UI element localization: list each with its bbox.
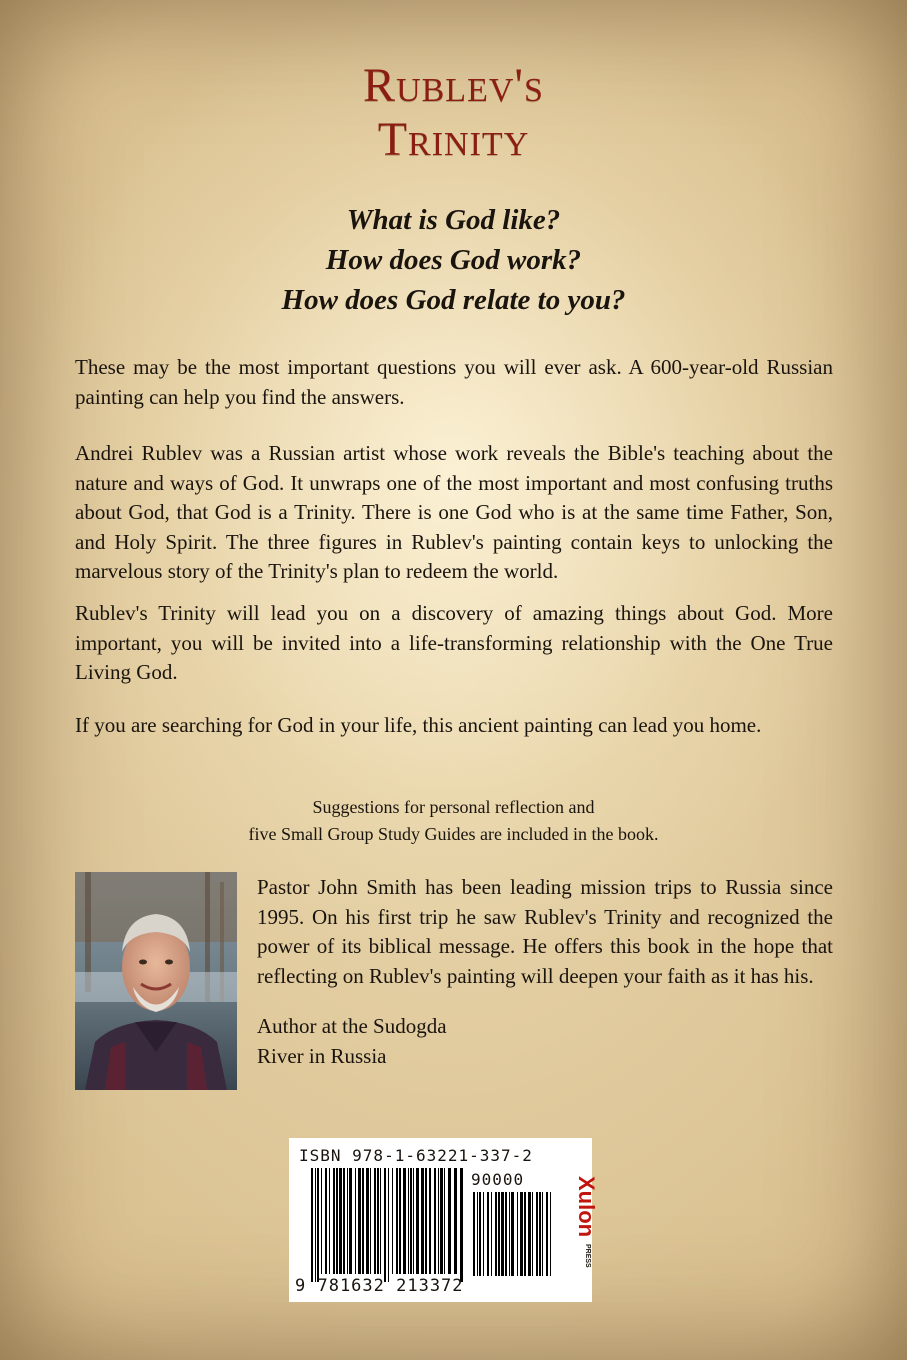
paragraph-4-text: If you are searching for God in your life, this ancient painting can lead you home. <box>75 713 762 737</box>
barcode-bar <box>546 1192 548 1276</box>
barcode-bar <box>524 1192 526 1276</box>
barcode-bar <box>388 1168 389 1282</box>
publisher-logo-svg <box>557 1174 599 1284</box>
question-2: How does God work? <box>325 244 582 276</box>
barcode-bar <box>495 1192 497 1276</box>
barcode-bar <box>343 1168 345 1274</box>
publisher-name: Xulon <box>574 1176 599 1238</box>
barcode-bar <box>408 1168 409 1274</box>
paragraph-1 <box>75 353 833 412</box>
suggestions-line-2: five Small Group Study Guides are included in the book. <box>248 824 659 844</box>
publisher-sub: PRESS <box>584 1244 591 1268</box>
barcode-bar <box>491 1192 492 1276</box>
suggestions-note <box>0 794 907 848</box>
barcode-bar <box>511 1192 514 1276</box>
barcode-bar <box>440 1168 443 1274</box>
title-line-1-text: Rublev's <box>363 59 544 112</box>
barcode-bar <box>444 1168 445 1274</box>
paragraph-2 <box>75 439 833 587</box>
addon-barcode <box>473 1192 551 1276</box>
barcode-bar <box>370 1168 371 1274</box>
barcode-bar <box>498 1192 500 1276</box>
author-caption-line-2: River in Russia <box>257 1043 387 1068</box>
barcode-bar <box>536 1192 538 1276</box>
author-photo <box>75 872 237 1090</box>
barcode-bar <box>317 1168 319 1282</box>
barcode-bar <box>413 1168 414 1274</box>
barcode-bar <box>532 1192 533 1276</box>
paragraph-4 <box>75 711 833 741</box>
barcode-bar <box>339 1168 342 1274</box>
author-photo-image <box>75 872 237 1090</box>
barcode-bar <box>487 1192 489 1276</box>
publisher-logo <box>557 1174 599 1284</box>
barcode-bar <box>520 1192 523 1276</box>
barcode-bar <box>501 1192 504 1276</box>
barcode-bar <box>483 1192 484 1276</box>
barcode-bar <box>325 1168 327 1274</box>
barcode-bar <box>429 1168 431 1274</box>
barcode-bar <box>509 1192 510 1276</box>
ean-digits: 9 781632 213372 <box>295 1276 464 1296</box>
barcode-bar <box>460 1168 463 1282</box>
title-line-2-text: Trinity <box>377 113 530 166</box>
barcode-bar <box>321 1168 322 1274</box>
isbn-text: ISBN 978-1-63221-337-2 <box>299 1146 533 1165</box>
barcode-bar <box>358 1168 361 1274</box>
author-caption <box>257 1012 557 1071</box>
barcode-bar <box>539 1192 541 1276</box>
barcode-bar <box>505 1192 507 1276</box>
question-1: What is God like? <box>346 204 561 236</box>
barcode-box <box>289 1138 599 1302</box>
barcode-bar <box>410 1168 412 1274</box>
barcode-bar <box>336 1168 338 1274</box>
barcode-bar <box>517 1192 518 1276</box>
barcode-bar <box>333 1168 335 1274</box>
barcode-bar <box>380 1168 381 1274</box>
barcode-bar <box>528 1192 531 1276</box>
barcode-bar <box>329 1168 330 1274</box>
question-3: How does God relate to you? <box>281 284 626 316</box>
barcode-bar <box>542 1192 543 1276</box>
barcode-bar <box>421 1168 424 1274</box>
paragraph-3-text: Rublev's Trinity will lead you on a discovery of amazing things about God. More important, you will be invited into a life-transforming relationship with the One True Living God. <box>75 601 833 684</box>
barcode-bar <box>403 1168 406 1274</box>
barcode-bar <box>454 1168 457 1274</box>
barcode-bar <box>477 1192 478 1276</box>
barcode-bar <box>479 1192 481 1276</box>
barcode-bar <box>473 1192 475 1276</box>
barcode-bar <box>315 1168 316 1282</box>
questions-block <box>0 200 907 320</box>
barcode-bar <box>448 1168 451 1274</box>
barcode-bar <box>347 1168 348 1274</box>
suggestions-line-1: Suggestions for personal reflection and <box>312 797 595 817</box>
barcode-bar <box>416 1168 419 1274</box>
barcode-bar <box>550 1192 551 1276</box>
barcode-bar <box>366 1168 369 1274</box>
barcode-bar <box>384 1168 386 1282</box>
paragraph-1-text: These may be the most important questions you will ever ask. A 600-year-old Russian painting can help you find the answers. <box>75 355 833 409</box>
barcode-bar <box>396 1168 398 1274</box>
barcode-bar <box>392 1168 393 1274</box>
author-bio: Pastor John Smith has been leading mission trips to Russia since 1995. On his first trip he saw Rublev's Trinity and recognized the power of its biblical message. He offers this book in the hope that reflecting on Rublev's painting will deepen your faith as it has his. <box>257 875 833 988</box>
barcode-bar <box>434 1168 436 1274</box>
title-line-2 <box>0 112 907 167</box>
barcode-bar <box>355 1168 356 1274</box>
paragraph-2-text: Andrei Rublev was a Russian artist whose work reveals the Bible's teaching about the nature and ways of God. It unwraps one of the most important and most confusing truths about God, that God is a Trinity. There is one God who is at the same time Father, Son, and Holy Spirit. The three figures in Rublev's painting contain keys to unlocking the marvelous story of the Trinity's plan to redeem the world. <box>75 441 833 583</box>
barcode-bar <box>374 1168 376 1274</box>
price-code: 90000 <box>471 1170 525 1189</box>
barcode-bar <box>399 1168 401 1274</box>
barcode-bar <box>349 1168 352 1274</box>
paragraph-3 <box>75 599 833 688</box>
ean-barcode <box>311 1168 463 1282</box>
author-caption-line-1: Author at the Sudogda <box>257 1014 447 1038</box>
barcode-bar <box>311 1168 313 1282</box>
barcode-bar <box>377 1168 379 1274</box>
barcode-bar <box>438 1168 439 1274</box>
barcode-bar <box>362 1168 364 1274</box>
title-line-1 <box>0 58 907 113</box>
barcode-bar <box>425 1168 427 1274</box>
